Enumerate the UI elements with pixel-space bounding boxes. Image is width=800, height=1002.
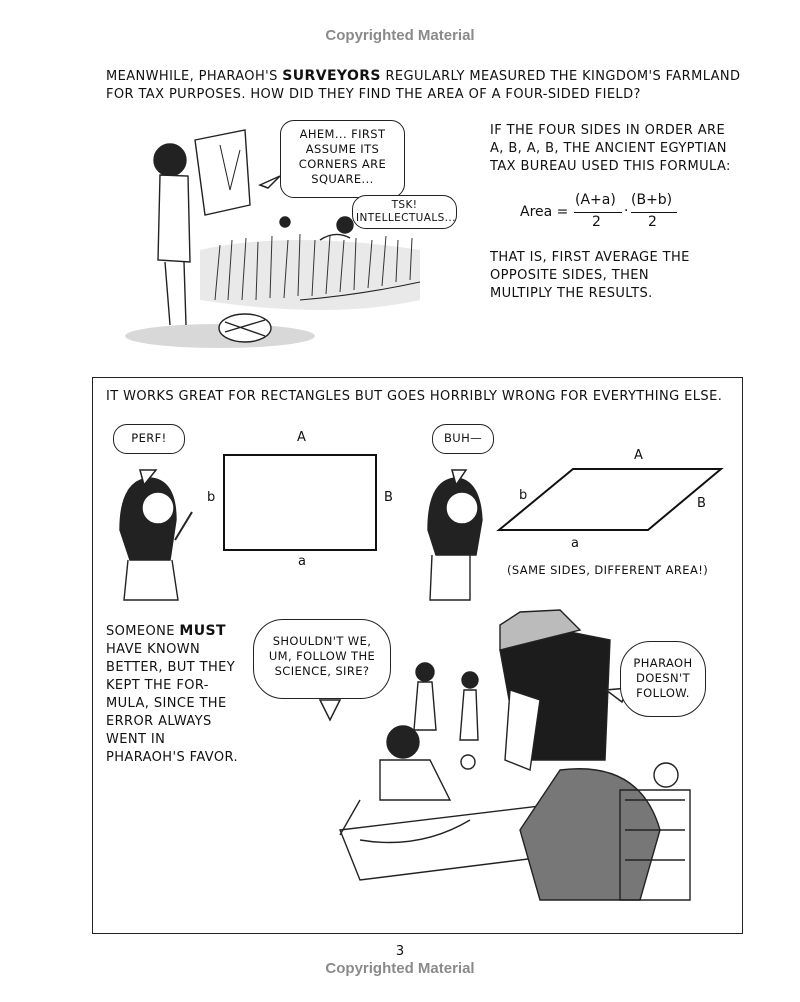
bubble-ahem: AHEM... FIRST ASSUME ITS CORNERS ARE SQUARE...: [280, 120, 405, 198]
bubble-tsk: TSK! INTELLECTUALS...: [352, 195, 457, 229]
intro-line1-pre: MEANWHILE, PHARAOH'S: [106, 69, 283, 84]
bubble-buh: BUH—: [432, 424, 494, 454]
para-label-bottom: a: [571, 536, 579, 551]
formula-numerator-1: (A+a): [575, 192, 616, 208]
formula-explanation: THAT IS, FIRST AVERAGE THE OPPOSITE SIDES, THEN MULTIPLY THE RESULTS.: [490, 250, 690, 301]
para-label-left: b: [519, 488, 528, 503]
formula-lhs: Area =: [520, 204, 569, 220]
side-pre: SOMEONE: [106, 624, 180, 639]
formula-denominator-2: 2: [648, 214, 657, 230]
copyright-header: Copyrighted Material: [325, 27, 475, 44]
formula-denominator-1: 2: [592, 214, 601, 230]
bubble-pharaoh: PHARAOH DOESN'T FOLLOW.: [620, 641, 706, 717]
side-narration: [106, 622, 246, 767]
bubble-perf: PERF!: [113, 424, 185, 454]
rect-label-top: A: [297, 430, 307, 445]
intro-line1-post: REGULARLY MEASURED THE KINGDOM'S FARMLAND: [380, 69, 741, 84]
formula-dot: ·: [624, 203, 629, 219]
page-number: 3: [395, 944, 405, 959]
fraction-bar-2: [631, 212, 677, 213]
intro-line2: FOR TAX PURPOSES. HOW DID THEY FIND THE AREA OF A FOUR-SIDED FIELD?: [106, 87, 641, 102]
side-emphasis: MUST: [179, 623, 226, 639]
para-label-right: B: [697, 496, 707, 511]
fraction-bar-1: [574, 212, 622, 213]
bubble-science: SHOULDN'T WE, UM, FOLLOW THE SCIENCE, SIRE?: [253, 619, 391, 699]
panel-caption: IT WORKS GREAT FOR RECTANGLES BUT GOES HORRIBLY WRONG FOR EVERYTHING ELSE.: [106, 389, 723, 404]
copyright-footer: Copyrighted Material: [325, 960, 475, 977]
formula-intro: IF THE FOUR SIDES IN ORDER ARE A, B, A, B, THE ANCIENT EGYPTIAN TAX BUREAU USED THIS FORMULA:: [490, 123, 731, 174]
formula-numerator-2: (B+b): [631, 192, 673, 208]
side-post: HAVE KNOWN BETTER, BUT THEY KEPT THE FOR-MULA, SINCE THE ERROR ALWAYS WENT IN PHARAOH'S FAVOR.: [106, 642, 238, 765]
para-label-top: A: [634, 448, 644, 463]
rect-label-left: b: [207, 490, 216, 505]
para-caption: (SAME SIDES, DIFFERENT AREA!): [507, 563, 709, 577]
intro-emphasis: SURVEYORS: [282, 68, 381, 84]
rect-label-right: B: [384, 490, 394, 505]
rect-label-bottom: a: [298, 554, 306, 569]
